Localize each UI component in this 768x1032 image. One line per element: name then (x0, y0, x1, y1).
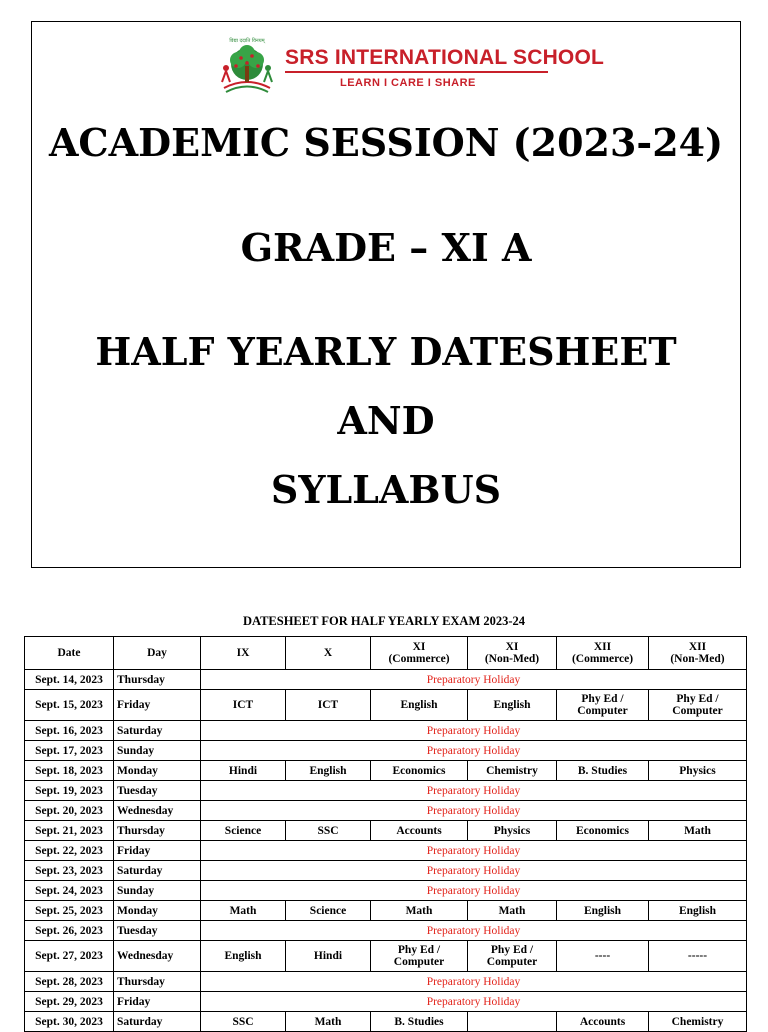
date-cell: Sept. 22, 2023 (25, 841, 114, 861)
session-heading: ACADEMIC SESSION (2023-24) (48, 120, 724, 165)
day-cell: Friday (114, 992, 201, 1012)
subject-cell: English (201, 941, 286, 972)
subject-cell: Physics (468, 821, 557, 841)
day-cell: Monday (114, 901, 201, 921)
table-row (25, 801, 747, 821)
subject-cell: ICT (201, 690, 286, 721)
header-cell: X (286, 637, 371, 670)
day-cell: Thursday (114, 670, 201, 690)
date-cell: Sept. 17, 2023 (25, 741, 114, 761)
holiday-cell: Preparatory Holiday (201, 881, 747, 901)
subject-cell: ICT (286, 690, 371, 721)
subject-cell: Hindi (286, 941, 371, 972)
datesheet-heading: HALF YEARLY DATESHEET (95, 329, 677, 374)
holiday-cell: Preparatory Holiday (201, 741, 747, 761)
datesheet-table (24, 636, 747, 1032)
table-row (25, 741, 747, 761)
subject-cell: Phy Ed / Computer (468, 941, 557, 972)
table-row (25, 901, 747, 921)
header-cell: Date (25, 637, 114, 670)
table-row (25, 821, 747, 841)
subject-cell: ----- (649, 941, 747, 972)
holiday-cell: Preparatory Holiday (201, 670, 747, 690)
date-cell: Sept. 27, 2023 (25, 941, 114, 972)
date-cell: Sept. 28, 2023 (25, 972, 114, 992)
holiday-cell: Preparatory Holiday (201, 801, 747, 821)
subject-cell: Math (468, 901, 557, 921)
date-cell: Sept. 14, 2023 (25, 670, 114, 690)
date-cell: Sept. 25, 2023 (25, 901, 114, 921)
table-row (25, 761, 747, 781)
day-cell: Tuesday (114, 781, 201, 801)
date-cell: Sept. 21, 2023 (25, 821, 114, 841)
date-cell: Sept. 29, 2023 (25, 992, 114, 1012)
header-cell: XI (Non-Med) (468, 637, 557, 670)
holiday-cell: Preparatory Holiday (201, 781, 747, 801)
subject-cell: Physics (649, 761, 747, 781)
subject-cell: Economics (557, 821, 649, 841)
table-header-row (25, 637, 747, 670)
holiday-cell: Preparatory Holiday (201, 972, 747, 992)
date-cell: Sept. 26, 2023 (25, 921, 114, 941)
table-row (25, 781, 747, 801)
grade-heading: GRADE – XI A (240, 225, 532, 270)
subject-cell: SSC (286, 821, 371, 841)
header-cell: XI (Commerce) (371, 637, 468, 670)
cover-box (31, 21, 741, 568)
school-logo (216, 36, 605, 98)
table-row (25, 721, 747, 741)
holiday-cell: Preparatory Holiday (201, 841, 747, 861)
header-cell: XII (Non-Med) (649, 637, 747, 670)
day-cell: Thursday (114, 821, 201, 841)
date-cell: Sept. 20, 2023 (25, 801, 114, 821)
subject-cell: Chemistry (649, 1012, 747, 1032)
subject-cell: Accounts (371, 821, 468, 841)
syllabus-heading: SYLLABUS (270, 467, 502, 512)
table-row (25, 941, 747, 972)
table-row (25, 670, 747, 690)
day-cell: Friday (114, 841, 201, 861)
day-cell: Saturday (114, 721, 201, 741)
date-cell: Sept. 16, 2023 (25, 721, 114, 741)
table-row (25, 1012, 747, 1032)
logo-divider (285, 71, 548, 73)
day-cell: Wednesday (114, 801, 201, 821)
subject-cell: Math (649, 821, 747, 841)
day-cell: Wednesday (114, 941, 201, 972)
subject-cell: Hindi (201, 761, 286, 781)
subject-cell: Science (286, 901, 371, 921)
date-cell: Sept. 19, 2023 (25, 781, 114, 801)
day-cell: Saturday (114, 1012, 201, 1032)
subject-cell: English (557, 901, 649, 921)
holiday-cell: Preparatory Holiday (201, 992, 747, 1012)
date-cell: Sept. 18, 2023 (25, 761, 114, 781)
table-row (25, 972, 747, 992)
subject-cell: Math (286, 1012, 371, 1032)
day-cell: Tuesday (114, 921, 201, 941)
and-heading: AND (337, 398, 435, 443)
subject-cell: English (286, 761, 371, 781)
subject-cell: SSC (201, 1012, 286, 1032)
holiday-cell: Preparatory Holiday (201, 721, 747, 741)
tree-emblem-icon (216, 36, 278, 98)
table-row (25, 881, 747, 901)
header-cell: XII (Commerce) (557, 637, 649, 670)
school-name: SRS INTERNATIONAL SCHOOL (285, 46, 605, 69)
subject-cell: Phy Ed / Computer (649, 690, 747, 721)
subject-cell: ---- (557, 941, 649, 972)
subject-cell: B. Studies (557, 761, 649, 781)
school-tagline: LEARN I CARE I SHARE (340, 77, 476, 89)
svg-text:विद्या ददाति विनयम्: विद्या ददाति विनयम् (229, 38, 265, 44)
holiday-cell: Preparatory Holiday (201, 921, 747, 941)
table-row (25, 690, 747, 721)
table-row (25, 861, 747, 881)
subject-cell: Chemistry (468, 761, 557, 781)
subject-cell: Phy Ed / Computer (371, 941, 468, 972)
day-cell: Monday (114, 761, 201, 781)
date-cell: Sept. 23, 2023 (25, 861, 114, 881)
day-cell: Saturday (114, 861, 201, 881)
holiday-cell: Preparatory Holiday (201, 861, 747, 881)
date-cell: Sept. 15, 2023 (25, 690, 114, 721)
day-cell: Sunday (114, 881, 201, 901)
date-cell: Sept. 30, 2023 (25, 1012, 114, 1032)
table-row (25, 921, 747, 941)
subject-cell: English (649, 901, 747, 921)
subject-cell: English (371, 690, 468, 721)
subject-cell: B. Studies (371, 1012, 468, 1032)
table-row (25, 841, 747, 861)
day-cell: Thursday (114, 972, 201, 992)
table-row (25, 992, 747, 1012)
subject-cell: Math (371, 901, 468, 921)
table-body (25, 670, 747, 1032)
day-cell: Friday (114, 690, 201, 721)
datesheet-title: DATESHEET FOR HALF YEARLY EXAM 2023-24 (242, 614, 526, 628)
subject-cell: Economics (371, 761, 468, 781)
day-cell: Sunday (114, 741, 201, 761)
subject-cell: English (468, 690, 557, 721)
date-cell: Sept. 24, 2023 (25, 881, 114, 901)
header-cell: IX (201, 637, 286, 670)
subject-cell: Math (201, 901, 286, 921)
subject-cell (468, 1012, 557, 1032)
header-cell: Day (114, 637, 201, 670)
subject-cell: Phy Ed / Computer (557, 690, 649, 721)
subject-cell: Science (201, 821, 286, 841)
subject-cell: Accounts (557, 1012, 649, 1032)
